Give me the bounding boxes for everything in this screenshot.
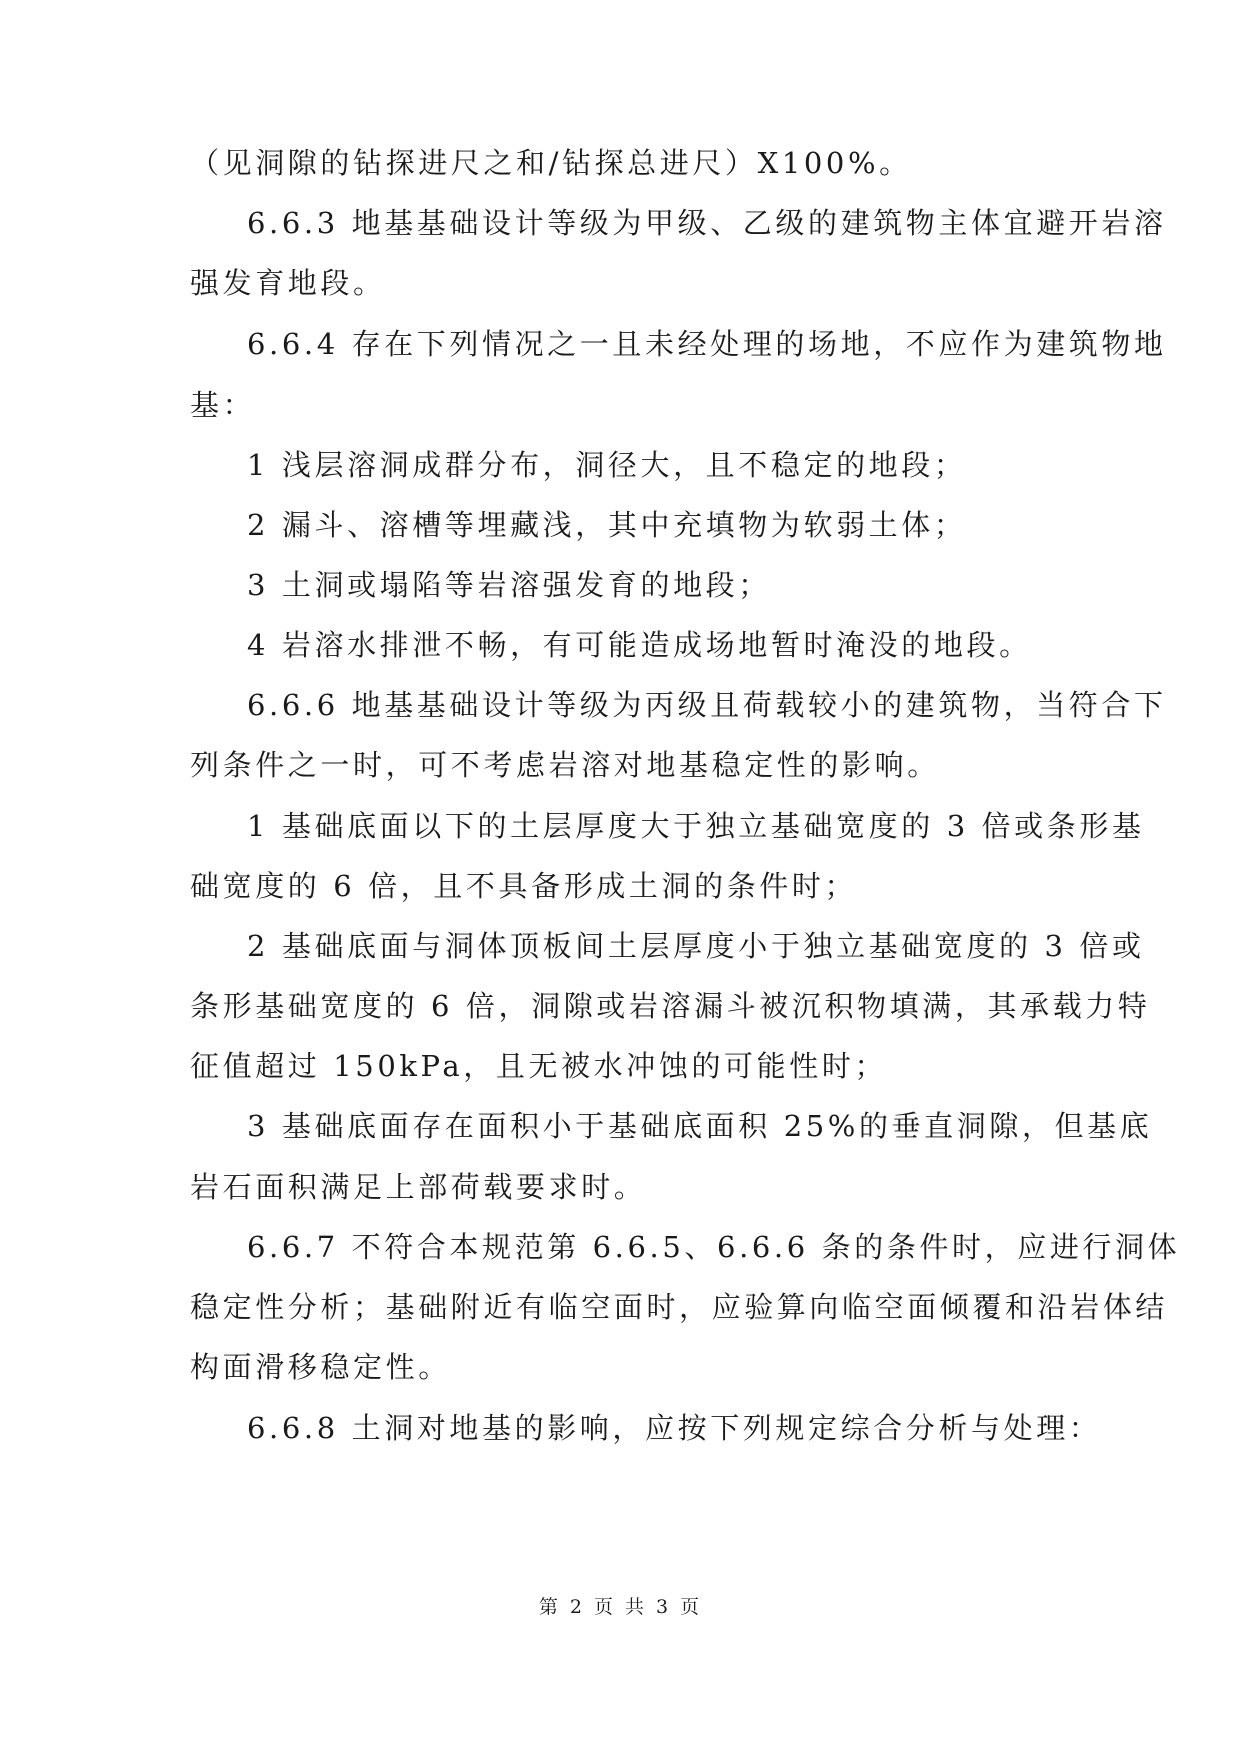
text-line: 础宽度的 6 倍，且不具备形成土洞的条件时；	[190, 869, 858, 903]
text-line: 6.6.8 土洞对地基的影响，应按下列规定综合分析与处理：	[247, 1411, 1102, 1445]
text-line: 1 浅层溶洞成群分布，洞径大，且不稳定的地段；	[247, 448, 967, 482]
text-line: 6.6.4 存在下列情况之一且未经处理的场地，不应作为建筑物地	[247, 327, 1167, 361]
text-line: 3 基础底面存在面积小于基础底面积 25%的垂直洞隙，但基底	[247, 1109, 1153, 1143]
text-line: 强发育地段。	[190, 266, 386, 300]
text-line: 岩石面积满足上部荷载要求时。	[190, 1170, 647, 1204]
text-line: 4 岩溶水排泄不畅，有可能造成场地暂时淹没的地段。	[247, 628, 1032, 662]
text-line: 6.6.6 地基基础设计等级为丙级且荷载较小的建筑物，当符合下	[247, 688, 1167, 722]
text-line: 条形基础宽度的 6 倍，洞隙或岩溶漏斗被沉积物填满，其承载力特	[190, 989, 1151, 1023]
text-line: 稳定性分析；基础附近有临空面时，应验算向临空面倾覆和沿岩体结	[190, 1290, 1169, 1324]
page-footer: 第 2 页 共 3 页	[538, 1596, 703, 1618]
text-line: 2 基础底面与洞体顶板间土层厚度小于独立基础宽度的 3 倍或	[247, 929, 1145, 963]
text-line: 1 基础底面以下的土层厚度大于独立基础宽度的 3 倍或条形基	[247, 809, 1145, 843]
text-line: 基：	[190, 388, 256, 422]
text-line: 列条件之一时，可不考虑岩溶对地基稳定性的影响。	[190, 748, 940, 782]
text-line: 构面滑移稳定性。	[190, 1350, 451, 1384]
text-line: （见洞隙的钻探进尺之和/钻探总进尺）X100%。	[190, 146, 912, 180]
text-line: 6.6.3 地基基础设计等级为甲级、乙级的建筑物主体宜避开岩溶	[247, 206, 1167, 240]
text-line: 征值超过 150kPa，且无被水冲蚀的可能性时；	[190, 1049, 888, 1083]
text-line: 2 漏斗、溶槽等埋藏浅，其中充填物为软弱土体；	[247, 508, 967, 542]
text-line: 6.6.7 不符合本规范第 6.6.5、6.6.6 条的条件时，应进行洞体	[247, 1230, 1181, 1264]
text-line: 3 土洞或塌陷等岩溶强发育的地段；	[247, 568, 771, 602]
